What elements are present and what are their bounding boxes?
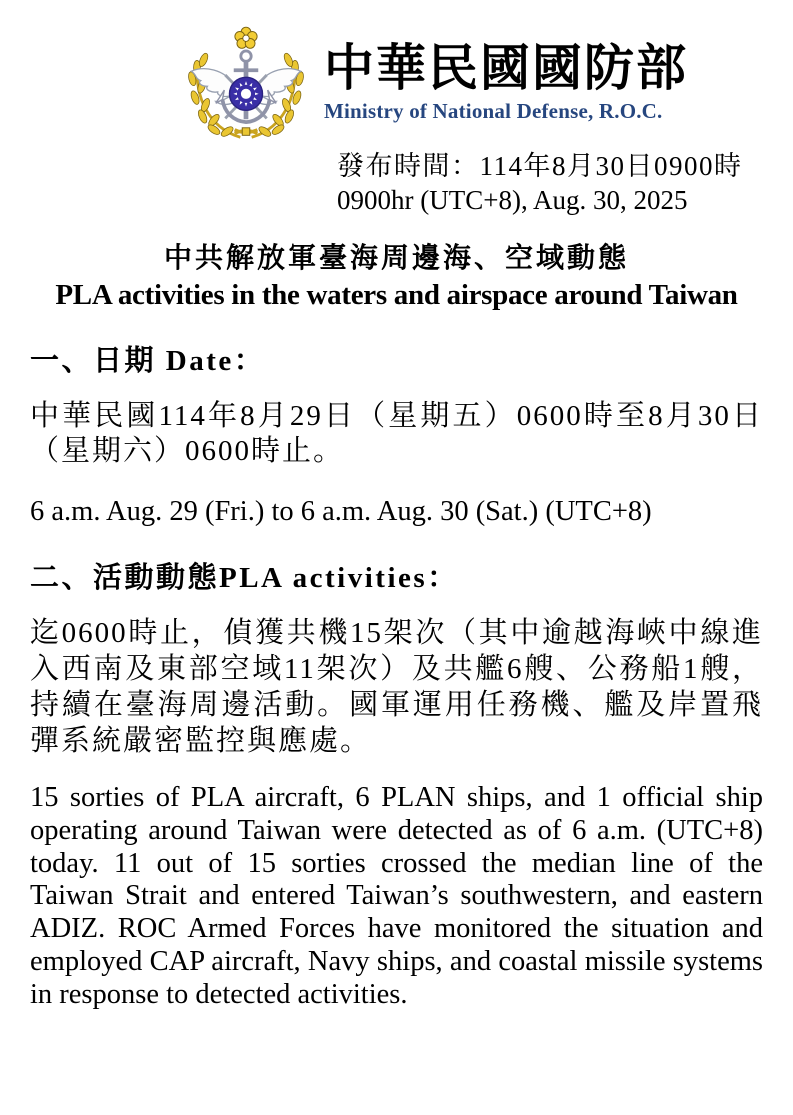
- date-paragraph-en: 6 a.m. Aug. 29 (Fri.) to 6 a.m. Aug. 30 (Sat.) (UTC+8): [30, 496, 652, 528]
- section-date-heading: 一、日期 Date：: [30, 344, 266, 377]
- section-pla-activities: [30, 555, 763, 1011]
- section-date: [30, 338, 763, 530]
- document-title-zh: 中共解放軍臺海周邊海、空域動態: [163, 242, 629, 274]
- document-title: [30, 236, 763, 312]
- release-time-en: 0900hr (UTC+8), Aug. 30, 2025: [337, 184, 688, 215]
- document-title-en: PLA activities in the waters and airspace around Taiwan: [55, 278, 738, 311]
- date-paragraph-zh: 中華民國114年8月29日（星期五）0600時至8月30日（星期六）0600時止。: [30, 399, 763, 468]
- plum-blossom: [235, 27, 257, 48]
- section-activities-heading: 二、活動動態PLA activities：: [30, 562, 459, 595]
- wheat-knot: [235, 128, 258, 136]
- activities-paragraph-zh: 迄0600時止，偵獲共機15架次（其中逾越海峽中線進入西南及東部空域11架次）及共艦6艘、公務船1艘，持續在臺海周邊活動。國軍運用任務機、艦及岸置飛彈系統嚴密監控與應處。: [30, 617, 763, 758]
- ministry-name-en: Ministry of National Defense, R.O.C.: [324, 98, 663, 123]
- release-time-block: [337, 150, 763, 218]
- release-time-zh: 發布時間：114年8月30日0900時: [337, 151, 743, 181]
- mnd-emblem-icon: [180, 24, 312, 142]
- masthead-text: [324, 42, 688, 124]
- blue-sun-disc: [230, 77, 263, 110]
- activities-paragraph-en: 15 sorties of PLA aircraft, 6 PLAN ships, and 1 official ship operating around Taiwan were detected as of 6 a.m. (UTC+8) today. 11 out of 15 sorties crossed the median line of the Taiwan Strait and entered Taiwan’s southwestern, and eastern ADIZ. ROC Armed Forces have monitored the situation and employed CAP aircraft, Navy ships, and coastal missile systems in response to detected activities.: [30, 781, 763, 1010]
- mnd-masthead: [180, 24, 763, 142]
- ministry-name-zh: 中華民國國防部: [324, 40, 688, 97]
